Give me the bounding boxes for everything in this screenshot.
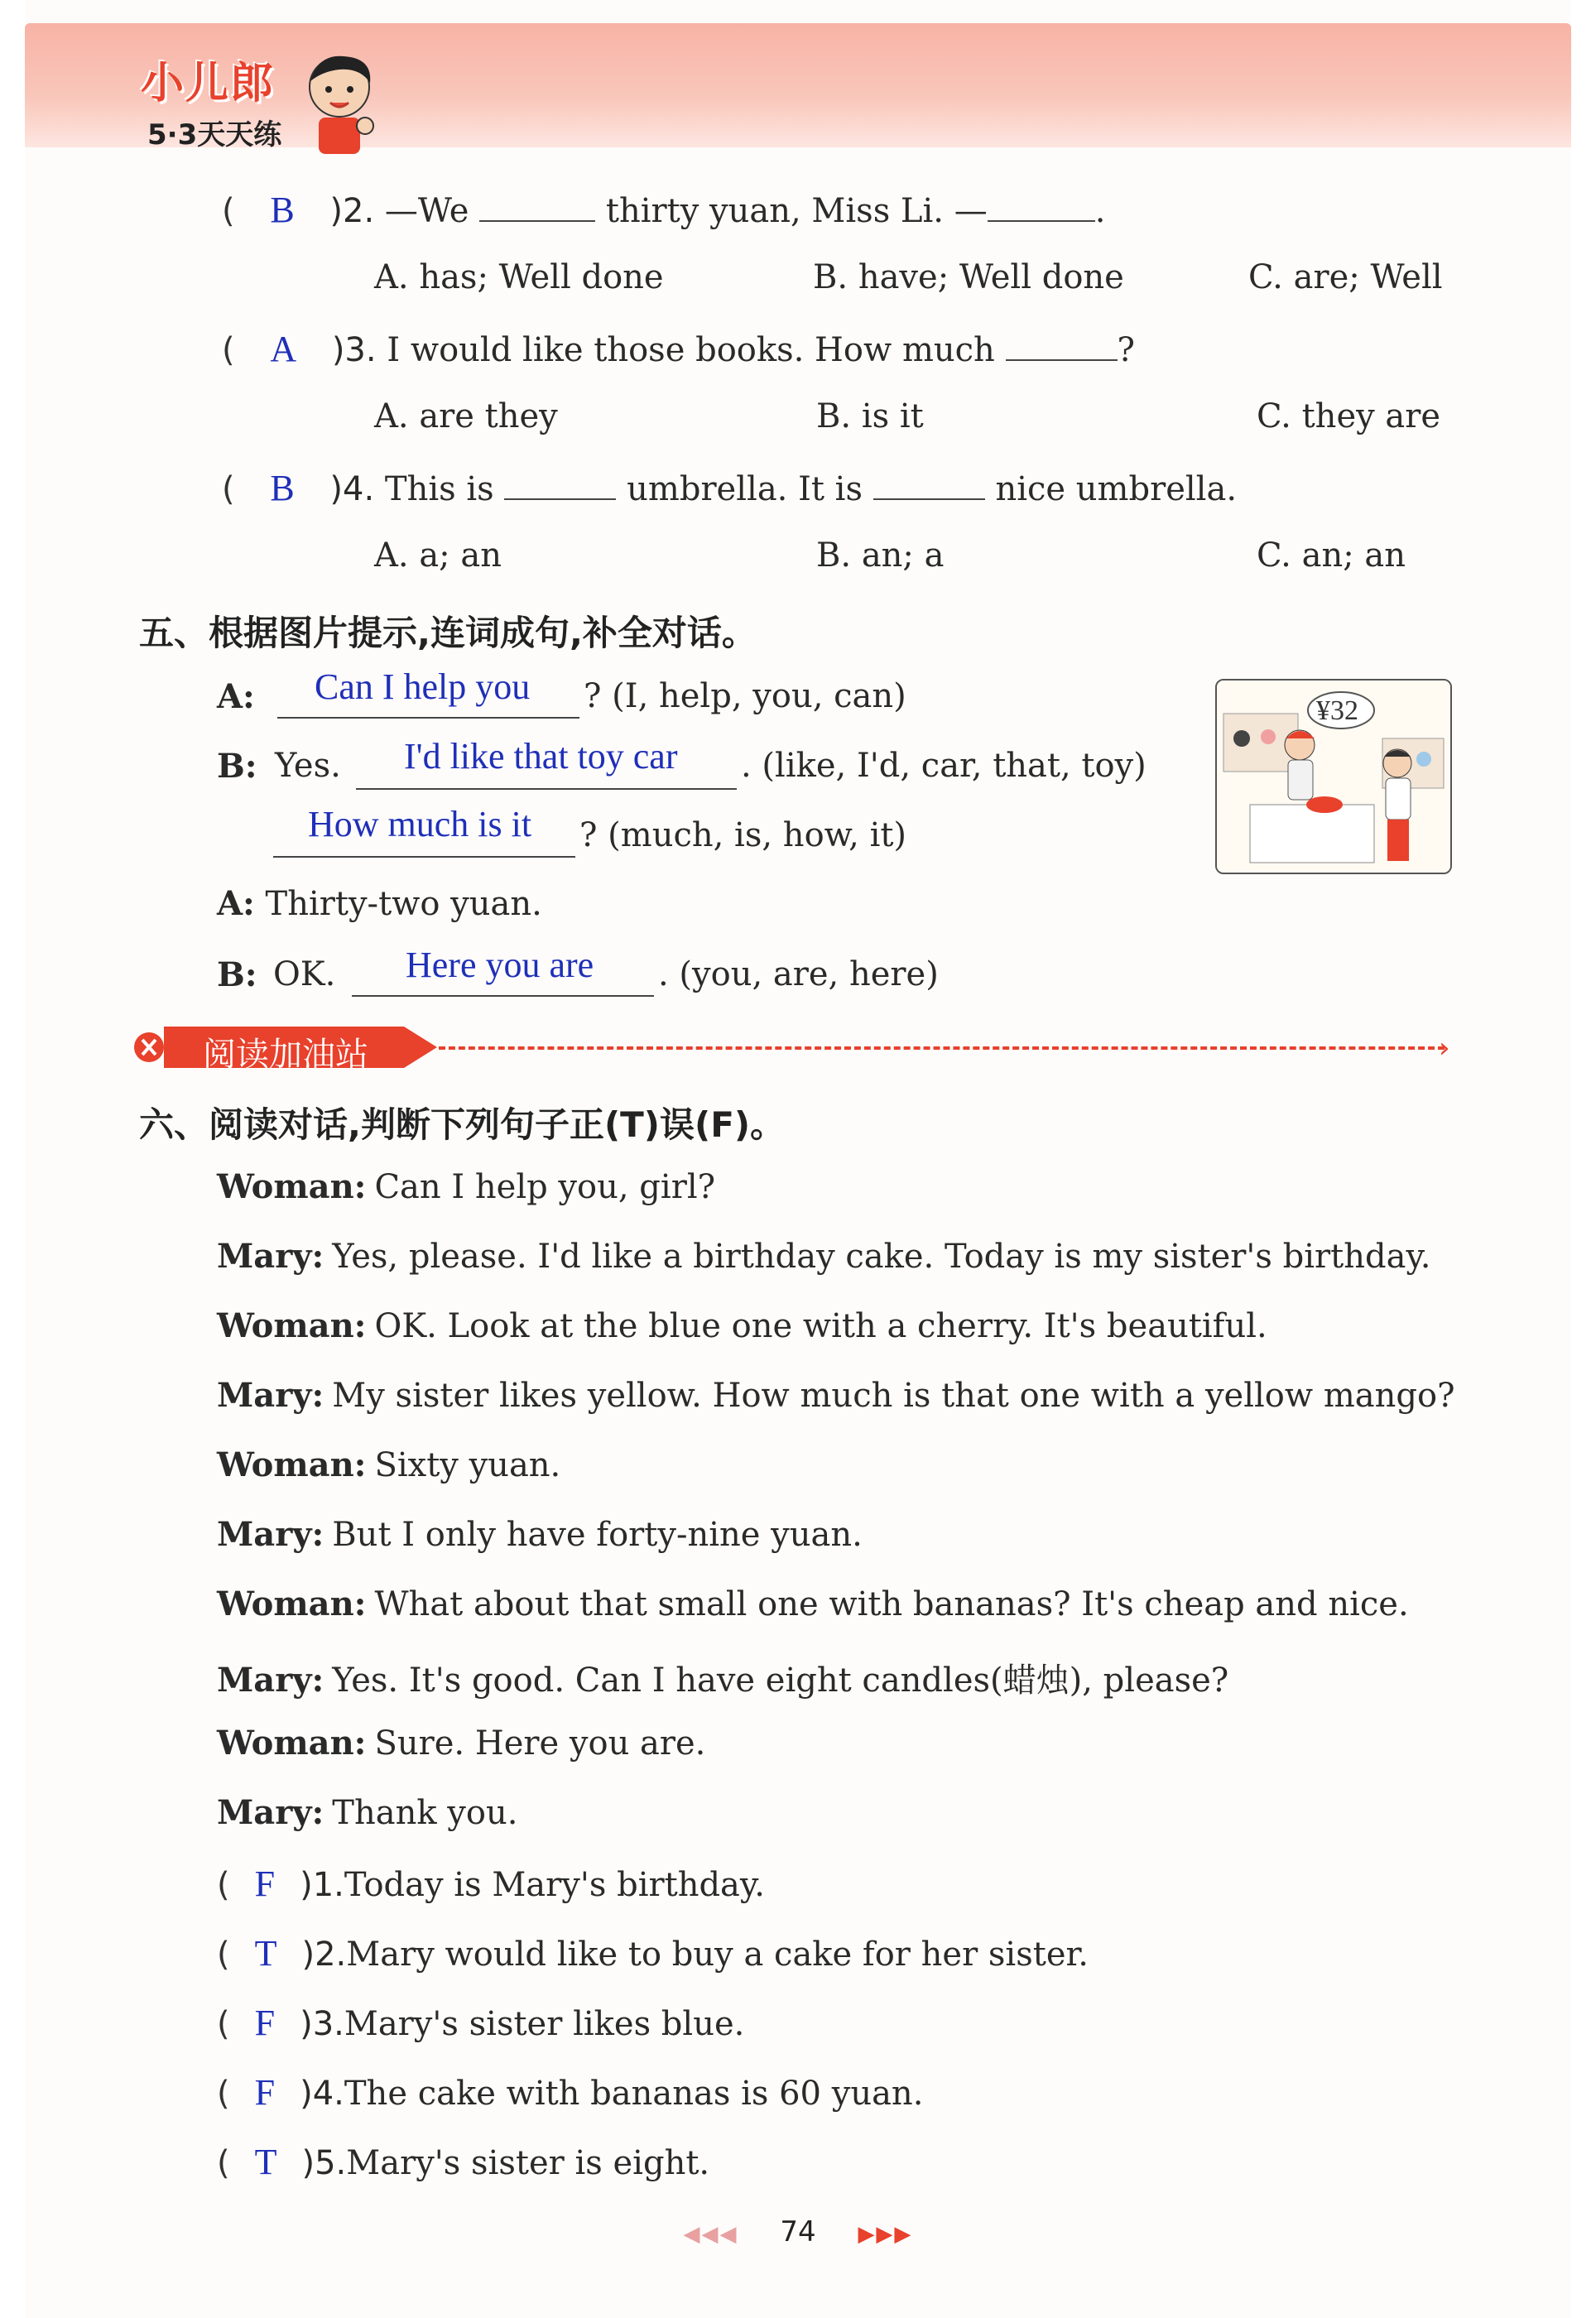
option-a: A. a; an (374, 536, 502, 575)
option-a: A. are they (374, 397, 558, 435)
mascot-icon (294, 50, 385, 157)
answer-line5: Here you are (406, 945, 594, 985)
judge-text: Mary would like to buy a cake for her sister. (346, 1936, 1089, 1974)
judge-answer: T (254, 1933, 277, 1974)
answer-line3: How much is it (308, 804, 532, 844)
judge-number: )4. (300, 2075, 344, 2113)
question-text: . (1094, 192, 1106, 230)
option-c: C. they are (1257, 397, 1441, 435)
prev-arrows-icon: ◀◀◀ (683, 2222, 738, 2247)
dialog-text: Yes. It's good. Can I have eight candles(蜡烛), please? (332, 1662, 1229, 1700)
question-text: ? (1117, 331, 1135, 369)
reading-banner-label: 阅读加油站 (203, 1036, 368, 1074)
answer-blank (504, 469, 616, 500)
judge-number: )5. (301, 2144, 347, 2182)
question-text: This is (384, 470, 494, 508)
dialog-line (217, 1376, 1455, 1415)
option-b: B. an; a (816, 536, 945, 575)
dialog-text: Can I help you, girl? (374, 1168, 716, 1206)
judge-item (217, 2002, 744, 2044)
answer-blank (1006, 329, 1118, 361)
dialog-text: Sure. Here you are. (374, 1724, 706, 1763)
answer-blank (356, 788, 737, 790)
dialog-line (217, 1724, 705, 1763)
dialog-speaker: Mary: (217, 1661, 324, 1700)
answer-q4: B (270, 468, 295, 508)
question-number: )4. (329, 470, 375, 508)
question-text: I would like those books. How much (387, 331, 995, 369)
question-text: nice umbrella. (995, 470, 1238, 508)
question-2 (222, 189, 1105, 231)
option-b: B. have; Well done (813, 258, 1124, 296)
shop-illustration (1215, 679, 1452, 874)
open-paren: ( (217, 2075, 230, 2113)
answer-blank (273, 856, 575, 858)
speaker-b: B: (217, 747, 257, 786)
dialog-line (217, 1654, 1228, 1701)
dialog-text: Thank you. (332, 1794, 518, 1832)
dialog-speaker: Mary: (217, 1515, 324, 1554)
judge-number: )3. (300, 2005, 344, 2043)
reading-divider (439, 1046, 1445, 1050)
next-arrows-icon: ▶▶▶ (858, 2222, 913, 2247)
answer-line1: Can I help you (315, 666, 531, 707)
dialog-speaker: Woman: (217, 1585, 367, 1623)
answer-q2: B (270, 190, 295, 230)
open-paren: ( (222, 331, 235, 369)
hint-line5: . (you, are, here) (658, 955, 939, 993)
answer-blank (479, 190, 595, 222)
option-c: C. are; Well (1248, 258, 1443, 296)
line5-prefix: OK. (273, 955, 336, 993)
line4 (217, 884, 542, 923)
answer-blank (873, 469, 985, 500)
dialog-speaker: Woman: (217, 1167, 367, 1206)
judge-item (217, 1932, 1089, 1974)
dialog-text: My sister likes yellow. How much is that one with a yellow mango? (332, 1377, 1455, 1415)
open-paren: ( (217, 2005, 230, 2043)
option-b: B. is it (816, 397, 924, 435)
dialog-line (217, 1585, 1409, 1623)
answer-blank (277, 717, 579, 719)
judge-answer: T (254, 2142, 277, 2182)
judge-answer: F (254, 2003, 276, 2043)
open-paren: ( (222, 470, 235, 508)
question-text: umbrella. It is (627, 470, 863, 508)
judge-text: Today is Mary's birthday. (344, 1866, 765, 1904)
section-title-5: 五、根据图片提示,连词成句,补全对话。 (139, 613, 757, 653)
answer-blank (352, 995, 654, 997)
judge-answer: F (254, 2072, 276, 2113)
answer-line2: I'd like that toy car (404, 736, 678, 777)
dialog-speaker: Mary: (217, 1376, 324, 1415)
hint-line1: ? (I, help, you, can) (584, 677, 906, 715)
line2-prefix: Yes. (275, 747, 341, 785)
brand-logo: 小儿郎 (141, 59, 276, 108)
option-a: A. has; Well done (374, 258, 664, 296)
open-paren: ( (217, 1866, 230, 1904)
line4-text: Thirty-two yuan. (265, 885, 542, 923)
dialog-line (217, 1237, 1430, 1276)
dialog-line (217, 1167, 715, 1206)
dialog-line (217, 1445, 560, 1484)
judge-number: )1. (300, 1866, 344, 1904)
speaker-a: A: (217, 884, 255, 923)
open-paren: ( (222, 192, 235, 230)
question-number: )2. (329, 192, 375, 230)
judge-number: )2. (301, 1936, 347, 1974)
dialog-line (217, 1515, 863, 1554)
dialog-speaker: Mary: (217, 1793, 324, 1832)
price-tag: ¥32 (1316, 695, 1358, 726)
judge-answer: F (254, 1864, 276, 1904)
open-paren: ( (217, 1936, 230, 1974)
open-paren: ( (217, 2144, 230, 2182)
judge-text: The cake with bananas is 60 yuan. (344, 2075, 924, 2113)
page-footer (0, 2215, 1596, 2248)
question-text: thirty yuan, Miss Li. — (605, 192, 988, 230)
answer-q3: A (270, 329, 297, 369)
dialog-text: Yes, please. I'd like a birthday cake. Today is my sister's birthday. (332, 1238, 1431, 1276)
dialog-line (217, 1793, 517, 1832)
brand (141, 48, 281, 152)
dialog-text: OK. Look at the blue one with a cherry. It's beautiful. (374, 1307, 1267, 1345)
judge-item (217, 2141, 709, 2183)
dialog-text: Sixty yuan. (374, 1446, 561, 1484)
dialog-speaker: Woman: (217, 1445, 367, 1484)
brand-series: 5·3天天练 (147, 118, 282, 151)
question-number: )3. (331, 331, 377, 369)
dialog-text: But I only have forty-nine yuan. (332, 1516, 863, 1554)
judge-text: Mary's sister is eight. (346, 2144, 710, 2182)
option-c: C. an; an (1257, 536, 1406, 575)
question-4 (222, 467, 1237, 509)
section-title-6: 六、阅读对话,判断下列句子正(T)误(F)。 (139, 1104, 786, 1145)
answer-blank (988, 190, 1095, 222)
speaker-a: A: (217, 677, 255, 716)
dialog-speaker: Woman: (217, 1306, 367, 1345)
judge-item (217, 1863, 765, 1905)
dialog-line (217, 1306, 1267, 1345)
judge-item (217, 2071, 923, 2114)
dialog-speaker: Woman: (217, 1724, 367, 1763)
dialog-text: What about that small one with bananas? It's cheap and nice. (374, 1585, 1409, 1623)
speaker-b: B: (217, 955, 257, 994)
hint-line2: . (like, I'd, car, that, toy) (741, 747, 1147, 785)
hint-line3: ? (much, is, how, it) (579, 816, 907, 854)
judge-text: Mary's sister likes blue. (344, 2005, 745, 2043)
arrow-right-icon: › (1439, 1032, 1450, 1065)
dialog-speaker: Mary: (217, 1237, 324, 1276)
page-number: 74 (780, 2215, 816, 2248)
question-3 (222, 328, 1135, 370)
question-text: —We (384, 192, 469, 230)
